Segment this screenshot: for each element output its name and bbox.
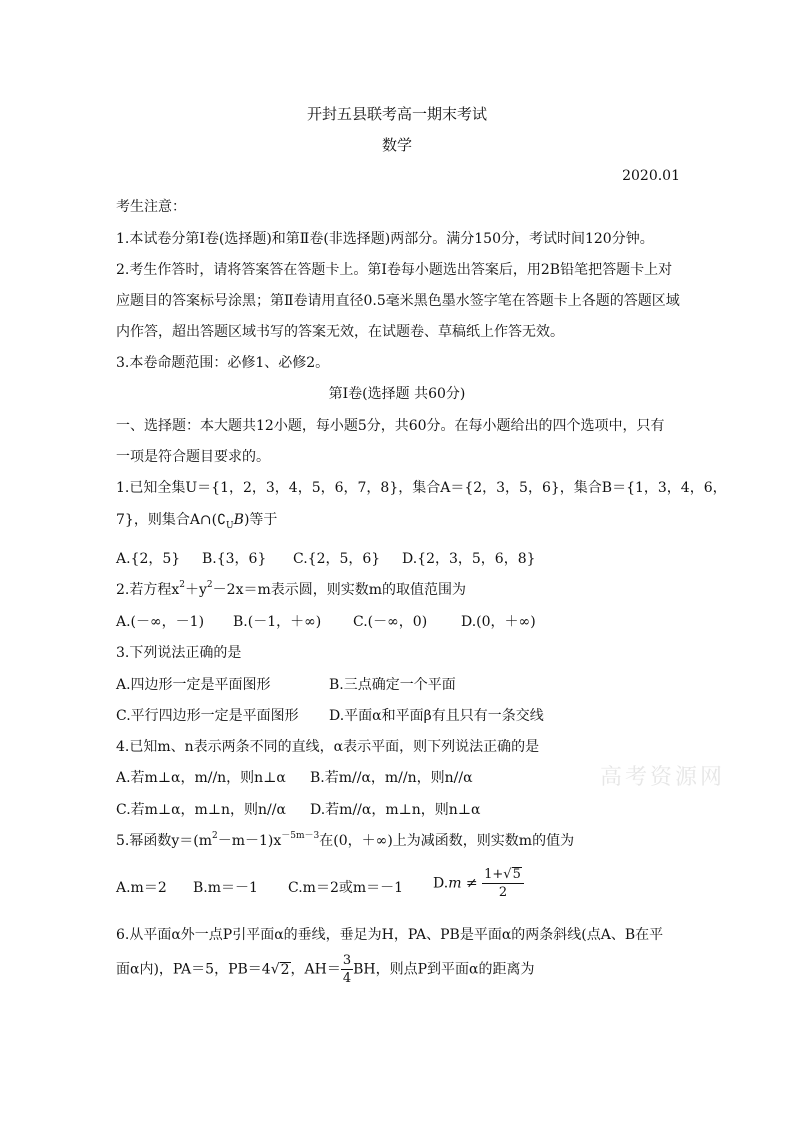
q6-fraction bbox=[341, 952, 353, 987]
q1-stem-line-1: 1.已知全集U＝{1，2，3，4，5，6，7，8}，集合A＝{2，3，5，6}，集合B＝{1，3，4，6， bbox=[116, 480, 727, 496]
q4-option-d: D.若m//α，m⊥n，则n⊥α bbox=[310, 802, 481, 818]
complement-subscript: U bbox=[226, 520, 234, 531]
q2-text-b: ＋y bbox=[185, 582, 207, 598]
q2-sup-1: 2 bbox=[179, 580, 185, 591]
q5-option-d-var: m bbox=[448, 875, 462, 892]
q4-option-b: B.若m//α，m//n，则n//α bbox=[310, 770, 473, 786]
q3-stem: 3.下列说法正确的是 bbox=[116, 645, 242, 661]
set-b-symbol: B bbox=[233, 512, 244, 528]
q5-sqrt-radicand: 5 bbox=[512, 867, 521, 882]
q1-text-post: )等于 bbox=[243, 512, 278, 528]
q4-option-a: A.若m⊥α，m//n，则n⊥α bbox=[116, 770, 286, 786]
section-intro-line-1: 一、选择题：本大题共12小题，每小题5分，共60分。在每小题给出的四个选项中，只有 bbox=[116, 418, 665, 434]
q1-option-a: A.{2，5} bbox=[116, 551, 181, 567]
q5-text-a: 5.幂函数y＝(m bbox=[116, 833, 213, 849]
note-3: 3.本卷命题范围：必修1、必修2。 bbox=[116, 355, 330, 371]
q2-stem bbox=[116, 580, 466, 600]
q2-text-c: －2x＝m表示圆，则实数m的取值范围为 bbox=[212, 582, 467, 598]
q1-option-b: B.{3，6} bbox=[202, 551, 267, 567]
exam-date: 2020.01 bbox=[622, 168, 680, 184]
note-2-line-1: 2.考生作答时，请将答案答在答题卡上。第Ⅰ卷每小题选出答案后，用2B铅笔把答题卡上对 bbox=[116, 262, 673, 278]
q6-text-c: BH，则点P到平面α的距离为 bbox=[353, 961, 535, 978]
q3-option-a: A.四边形一定是平面图形 bbox=[116, 677, 271, 693]
q6-stem-line-2: 面α内)，PA＝5，PB＝4√2，AH＝ $\frac{3}{4}$ BH，则点P到平面α的距离为 bbox=[116, 953, 535, 986]
q5-option-d bbox=[433, 866, 524, 901]
q4-stem: 4.已知m、n表示两条不同的直线，α表示平面，则下列说法正确的是 bbox=[116, 739, 540, 755]
notes-heading: 考生注意： bbox=[116, 199, 186, 215]
part1-title: 第Ⅰ卷(选择题 共60分) bbox=[328, 386, 466, 402]
q3-option-d: D.平面α和平面β有且只有一条交线 bbox=[329, 708, 544, 724]
q2-option-d: D.(0，＋∞) bbox=[461, 614, 536, 630]
q2-option-b: B.(－1，＋∞) bbox=[233, 614, 322, 630]
q6-sqrt-radicand: 2 bbox=[280, 961, 290, 978]
note-2-line-2: 应题目的答案标号涂黑；第Ⅱ卷请用直径0.5毫米黑色墨水签字笔在答题卡上各题的答题区域 bbox=[116, 293, 680, 309]
q6-text-a: 面α内)，PA＝5，PB＝4 bbox=[116, 961, 271, 978]
q5-option-d-label: D. bbox=[433, 875, 449, 892]
watermark: 高考资源网 bbox=[600, 765, 726, 790]
q5-text-c: 在(0，＋∞)上为减函数，则实数m的值为 bbox=[319, 833, 575, 849]
q5-option-a: A.m＝2 bbox=[116, 880, 167, 896]
q1-option-c: C.{2，5，6} bbox=[293, 551, 381, 567]
q6-fraction-numerator: 3 bbox=[342, 953, 352, 968]
q6-stem-line-1: 6.从平面α外一点P引平面α的垂线，垂足为H，PA、PB是平面α的两条斜线(点A、B在平 bbox=[116, 927, 664, 943]
q3-option-b: B.三点确定一个平面 bbox=[329, 677, 456, 693]
q5-option-b: B.m＝－1 bbox=[193, 880, 258, 896]
q1-text-pre: 7}，则集合A∩( bbox=[116, 512, 218, 528]
q2-sup-2: 2 bbox=[206, 580, 213, 591]
q5-option-d-denominator: 2 bbox=[498, 885, 508, 900]
exam-subject: 数学 bbox=[381, 136, 412, 154]
q5-sup-1: 2 bbox=[212, 831, 218, 842]
q5-option-d-ne: ≠ bbox=[461, 875, 483, 892]
q6-fraction-denominator: 4 bbox=[342, 971, 352, 986]
note-1: 1.本试卷分第Ⅰ卷(选择题)和第Ⅱ卷(非选择题)两部分。满分150分，考试时间120分钟。 bbox=[116, 231, 654, 247]
q2-option-a: A.(－∞，－1) bbox=[116, 614, 205, 630]
q4-option-c: C.若m⊥α，m⊥n，则n//α bbox=[116, 802, 286, 818]
note-2-line-3: 内作答，超出答题区域书写的答案无效，在试题卷、草稿纸上作答无效。 bbox=[116, 324, 564, 340]
q5-numerator-text: 1+ bbox=[484, 867, 504, 882]
exam-title: 开封五县联考高一期末考试 bbox=[306, 105, 487, 123]
q3-option-c: C.平行四边形一定是平面图形 bbox=[116, 708, 299, 724]
q6-text-b: ，AH＝ bbox=[290, 961, 341, 978]
q1-stem-line-2 bbox=[116, 510, 277, 536]
q5-text-b: －m－1)x bbox=[217, 833, 282, 849]
q5-option-c: C.m＝2或m＝－1 bbox=[288, 880, 404, 896]
q2-option-c: C.(－∞，0) bbox=[353, 614, 428, 630]
q5-stem bbox=[116, 831, 574, 851]
q5-sup-2: －5m－3 bbox=[281, 831, 320, 842]
section-intro-line-2: 一项是符合题目要求的。 bbox=[116, 449, 270, 465]
q1-option-d: D.{2，3，5，6，8} bbox=[402, 551, 536, 567]
q5-option-d-numerator: 1+√5 bbox=[482, 866, 524, 884]
q5-option-d-fraction bbox=[482, 866, 524, 901]
q2-text-a: 2.若方程x bbox=[116, 582, 180, 598]
complement-symbol: ∁ bbox=[217, 512, 227, 528]
